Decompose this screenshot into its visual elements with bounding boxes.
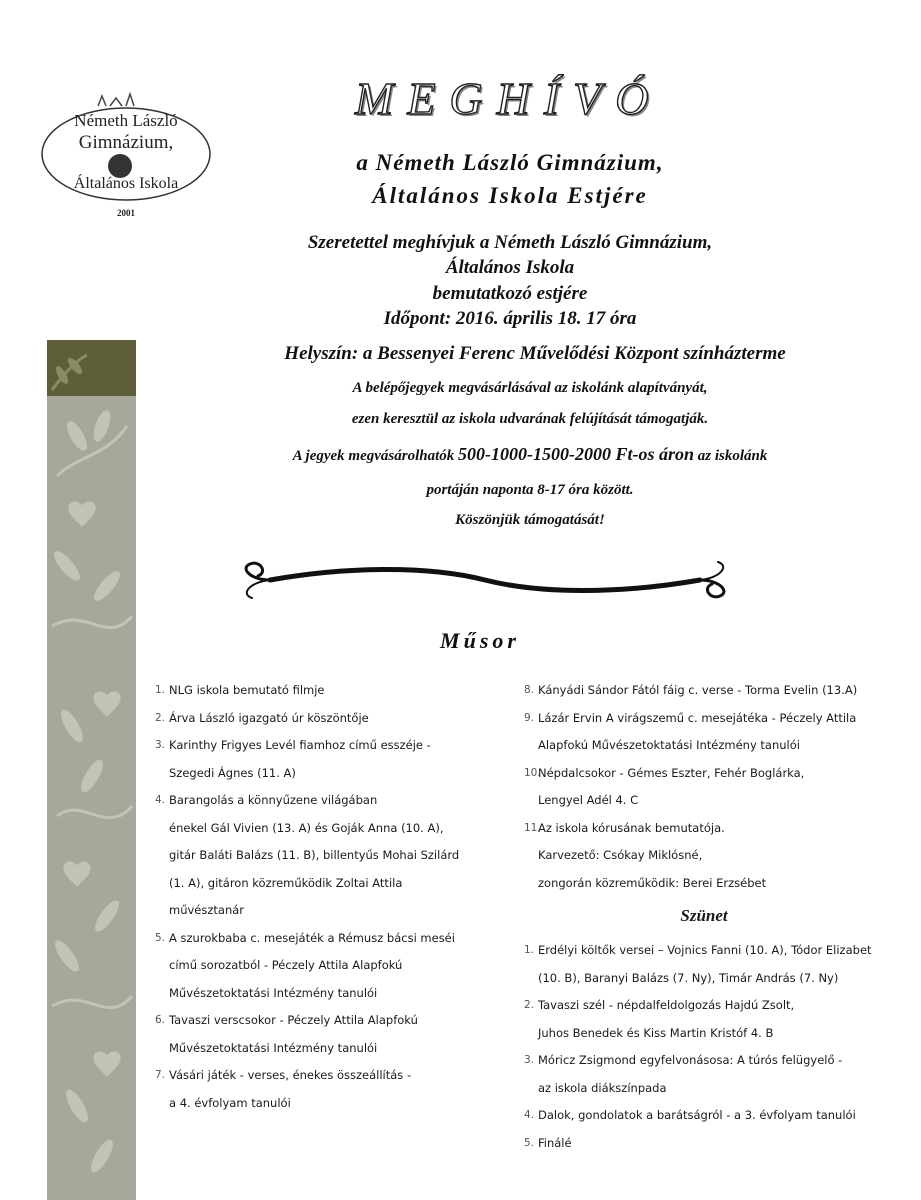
subtitle-line2: Általános Iskola Estjére xyxy=(372,183,648,208)
item-number: 2. xyxy=(155,711,166,724)
program-item xyxy=(155,732,470,787)
ticket-info-line2: ezen keresztül az iskola udvarának felújítását támogatják. xyxy=(351,411,709,427)
item-text: Dalok, gondolatok a barátságról - a 3. évfolyam tanulói xyxy=(538,1108,856,1122)
decorative-strip-top xyxy=(47,340,136,396)
floral-pattern-icon xyxy=(47,396,136,1200)
ticket-info-line1: A belépőjegyek megvásárlásával az iskolánk alapítványát, xyxy=(352,380,708,396)
item-number: 5. xyxy=(155,931,166,944)
program-item xyxy=(524,1102,884,1130)
item-number: 9. xyxy=(524,711,535,724)
decorative-strip xyxy=(47,396,136,1200)
program-heading: Műsor xyxy=(440,628,520,653)
item-text-continued: a 4. évfolyam tanulói xyxy=(169,1095,291,1110)
program-item xyxy=(155,925,470,1008)
item-number: 1. xyxy=(155,684,166,696)
item-text: A szurokbaba c. mesejáték a Rémusz bácsi meséi xyxy=(169,930,455,945)
item-text-continued: (10. B), Baranyi Balázs (7. Ny), Timár András (7. Ny) xyxy=(538,970,839,985)
program-item xyxy=(155,1062,470,1117)
item-text: Népdalcsokor - Gémes Eszter, Fehér Boglárka, xyxy=(538,765,805,780)
item-text: Karinthy Frigyes Levél fiamhoz című esszéje - xyxy=(169,738,431,752)
invitation-line2: Általános Iskola xyxy=(445,257,575,278)
intermission-heading: Szünet xyxy=(680,906,728,925)
item-text: Tavaszi verscsokor - Péczely Attila Alapfokú xyxy=(169,1013,418,1027)
invitation-line1: Szeretettel meghívjuk a Németh László Gimnázium, xyxy=(307,232,713,253)
item-number: 10. xyxy=(524,766,541,779)
event-venue: Helyszín: a Bessenyei Ferenc Művelődési Központ színházterme xyxy=(284,343,786,364)
item-text: Vásári játék - verses, énekes összeállítás - xyxy=(169,1068,412,1082)
item-text-continued: Alapfokú Művészetoktatási Intézmény tanulói xyxy=(538,738,800,752)
program-list-part2 xyxy=(524,677,884,1157)
program-item xyxy=(155,787,470,925)
item-number: 4. xyxy=(155,794,166,806)
item-text: Finálé xyxy=(538,1135,572,1150)
logo-line2: Gimnázium, xyxy=(78,132,174,153)
item-text-continued: Lengyel Adél 4. C xyxy=(538,793,639,807)
program-item xyxy=(155,677,470,705)
item-text: Lázár Ervin A virágszemű c. mesejátéka - Péczely Attila xyxy=(538,710,857,725)
item-number: 3. xyxy=(155,739,166,751)
leaf-ornament-icon xyxy=(47,340,136,396)
item-text: Árva László igazgató úr köszöntője xyxy=(169,710,369,725)
item-text-continued: Művészetoktatási Intézmény tanulói xyxy=(169,1040,378,1055)
program-list-part1 xyxy=(155,677,470,1117)
flourish-divider-icon xyxy=(230,558,740,602)
logo-line3: Általános Iskola xyxy=(73,175,179,192)
page-title: MEGHÍVÓ xyxy=(355,73,663,124)
invitation-line3: bemutatkozó estjére xyxy=(432,283,588,304)
item-number: 1. xyxy=(524,944,535,956)
item-text: Kányádi Sándor Fától fáig c. verse - Torma Evelin (13.A) xyxy=(538,683,858,697)
program-item xyxy=(155,1007,470,1062)
program-item xyxy=(524,1130,884,1158)
ticket-price-line: A jegyek megvásárolhatók 500-1000-1500-2000 Ft-os áron az iskolánk xyxy=(292,444,768,464)
item-number: 5. xyxy=(524,1136,535,1149)
item-text-continued: című sorozatból - Péczely Attila Alapfokú xyxy=(169,958,403,972)
thank-you: Köszönjük támogatását! xyxy=(455,512,605,528)
item-text-continued: (1. A), gitáron közreműködik Zoltai Attila xyxy=(169,875,403,890)
item-number: 8. xyxy=(524,684,535,696)
item-number: 4. xyxy=(524,1109,535,1121)
program-item xyxy=(524,1047,884,1102)
item-number: 6. xyxy=(155,1014,166,1026)
subtitle-line1: a Németh László Gimnázium, xyxy=(356,150,664,175)
item-text-continued: zongorán közreműködik: Berei Erzsébet xyxy=(538,875,767,890)
logo-year: 2001 xyxy=(117,208,135,218)
item-text-continued: Juhos Benedek és Kiss Martin Kristóf 4. B xyxy=(538,1025,774,1040)
program-item xyxy=(524,937,884,992)
item-text-continued: az iskola diákszínpada xyxy=(538,1080,667,1095)
logo-line1: Németh László xyxy=(74,111,178,130)
event-time: Időpont: 2016. április 18. 17 óra xyxy=(383,308,637,329)
ticket-prices: 500-1000-1500-2000 Ft-os áron xyxy=(458,444,695,464)
item-text-continued: gitár Baláti Balázs (11. B), billentyűs Mohai Szilárd xyxy=(169,848,460,862)
program-item xyxy=(524,677,884,705)
ticket-info-line4: portáján naponta 8-17 óra között. xyxy=(426,482,634,498)
program-item xyxy=(524,760,884,815)
item-text-continued: Szegedi Ágnes (11. A) xyxy=(169,765,296,780)
item-number: 3. xyxy=(524,1054,535,1066)
item-text: Tavaszi szél - népdalfeldolgozás Hajdú Zsolt, xyxy=(538,998,795,1012)
item-text: Erdélyi költők versei – Vojnics Fanni (10. A), Tódor Elizabet xyxy=(538,943,872,957)
item-number: 2. xyxy=(524,999,535,1011)
item-text: NLG iskola bemutató filmje xyxy=(169,683,325,697)
program-item xyxy=(524,705,884,760)
item-text: Barangolás a könnyűzene világában xyxy=(169,793,378,807)
item-text-continued: Művészetoktatási Intézmény tanulói xyxy=(169,985,378,1000)
building-icon xyxy=(98,94,134,106)
item-text-continued: Karvezető: Csókay Miklósné, xyxy=(538,848,703,862)
item-text: Móricz Zsigmond egyfelvonásosa: A túrós felügyelő - xyxy=(538,1053,843,1067)
item-text-continued: művésztanár xyxy=(169,903,245,917)
program-item xyxy=(155,705,470,733)
item-text-continued: énekel Gál Vivien (13. A) és Goják Anna (10. A), xyxy=(169,820,444,835)
program-item xyxy=(524,815,884,898)
item-text: Az iskola kórusának bemutatója. xyxy=(538,820,725,835)
program-item xyxy=(524,992,884,1047)
item-number: 11. xyxy=(524,821,541,834)
item-number: 7. xyxy=(155,1069,166,1081)
